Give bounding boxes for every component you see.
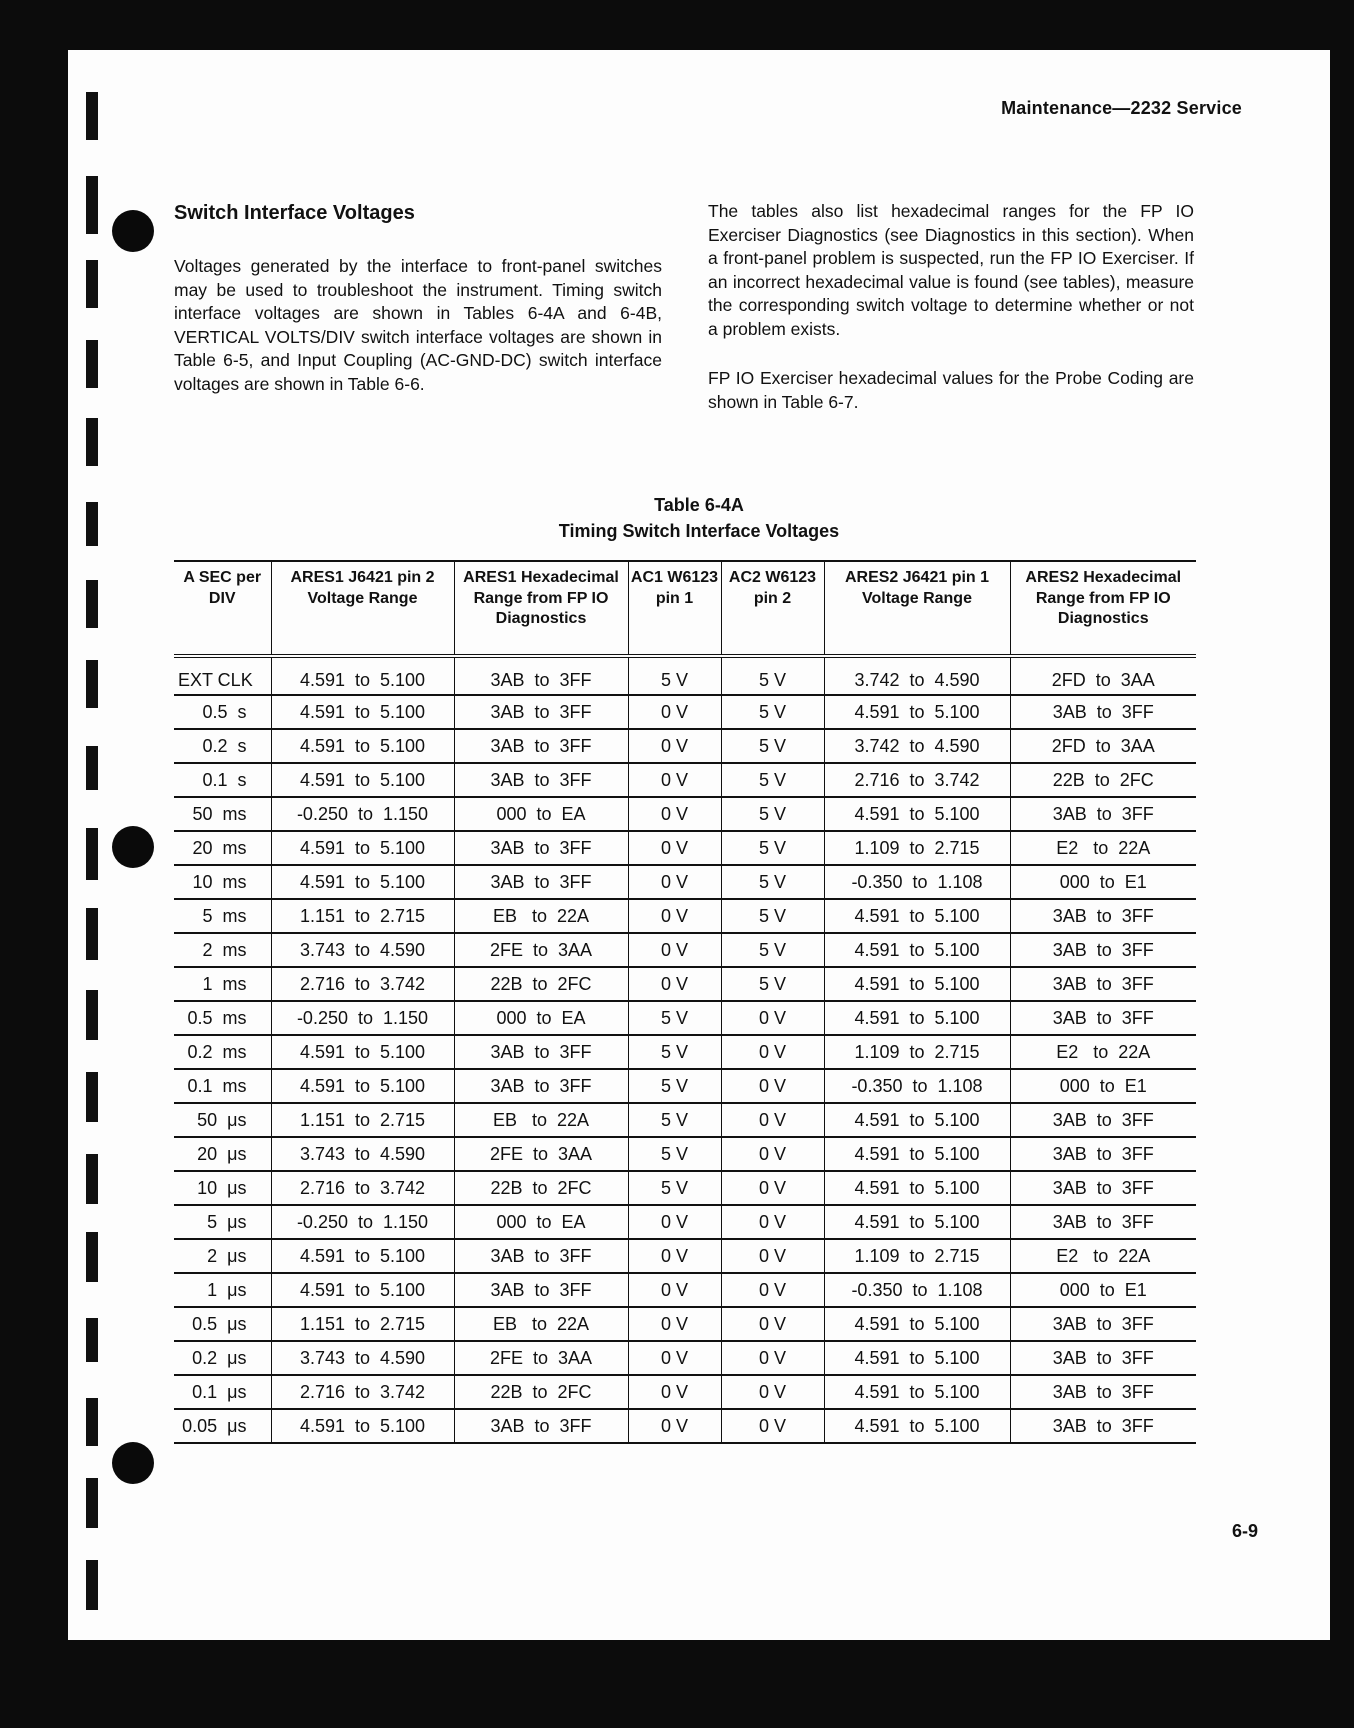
table-cell: 5 V	[628, 1001, 721, 1035]
table-cell: 3AB to 3FF	[1010, 797, 1196, 831]
table-cell: 1.151 to 2.715	[271, 1103, 454, 1137]
margin-bar	[86, 260, 98, 308]
table-cell: 0 V	[628, 933, 721, 967]
margin-bar	[86, 176, 98, 234]
table-cell: 2FE to 3AA	[454, 1137, 628, 1171]
table-cell: 0 V	[721, 1035, 824, 1069]
table-cell: 3.743 to 4.590	[271, 1341, 454, 1375]
table-cell: 0 V	[628, 1239, 721, 1273]
table-cell: 4.591 to 5.100	[271, 695, 454, 729]
table-row	[174, 1035, 1196, 1069]
table-cell: 2.716 to 3.742	[271, 1375, 454, 1409]
table-cell: 5 V	[721, 899, 824, 933]
table-cell: EB to 22A	[454, 1307, 628, 1341]
table-cell: 0.1 μs	[174, 1375, 271, 1409]
margin-bar	[86, 660, 98, 708]
table-cell: 5 V	[628, 1171, 721, 1205]
table-cell: -0.250 to 1.150	[271, 797, 454, 831]
table-cell: 3AB to 3FF	[1010, 967, 1196, 1001]
table-row	[174, 831, 1196, 865]
column-header: ARES2 J6421 pin 1 Voltage Range	[824, 561, 1010, 656]
table-cell: 4.591 to 5.100	[271, 1069, 454, 1103]
table-cell: 1.151 to 2.715	[271, 1307, 454, 1341]
table-cell: 000 to E1	[1010, 1273, 1196, 1307]
table-cell: 4.591 to 5.100	[271, 1239, 454, 1273]
table-cell: 2.716 to 3.742	[271, 967, 454, 1001]
table-caption	[68, 492, 1330, 544]
table-cell: 3.743 to 4.590	[271, 933, 454, 967]
table-cell: 1 ms	[174, 967, 271, 1001]
column-header: A SEC per DIV	[174, 561, 271, 656]
table-cell: 5 V	[721, 865, 824, 899]
table-cell: 3AB to 3FF	[454, 729, 628, 763]
table-cell: 4.591 to 5.100	[824, 1341, 1010, 1375]
margin-bar	[86, 1560, 98, 1610]
table-cell: -0.250 to 1.150	[271, 1205, 454, 1239]
table-cell: 5 V	[628, 1035, 721, 1069]
table-row	[174, 1103, 1196, 1137]
table-cell: 0 V	[628, 831, 721, 865]
table-cell: -0.350 to 1.108	[824, 1273, 1010, 1307]
table-cell: 0.05 μs	[174, 1409, 271, 1443]
table-cell: 000 to E1	[1010, 865, 1196, 899]
table-row	[174, 797, 1196, 831]
table-cell: 2FD to 3AA	[1010, 729, 1196, 763]
table-row	[174, 1171, 1196, 1205]
table-cell: 5 V	[721, 729, 824, 763]
table-row	[174, 1239, 1196, 1273]
table-cell: 0 V	[721, 1239, 824, 1273]
table-cell: 3AB to 3FF	[1010, 933, 1196, 967]
table-row	[174, 1341, 1196, 1375]
table-cell: 0 V	[721, 1307, 824, 1341]
table-cell: 4.591 to 5.100	[824, 967, 1010, 1001]
table-cell: 0.5 s	[174, 695, 271, 729]
table-cell: 0 V	[628, 1273, 721, 1307]
table-cell: 4.591 to 5.100	[824, 797, 1010, 831]
table-cell: 2.716 to 3.742	[824, 763, 1010, 797]
table-row	[174, 899, 1196, 933]
table-cell: 0 V	[628, 1205, 721, 1239]
table-cell: 0 V	[721, 1375, 824, 1409]
table-cell: 0 V	[721, 1341, 824, 1375]
table-cell: 5 ms	[174, 899, 271, 933]
table-cell: 1.151 to 2.715	[271, 899, 454, 933]
table-cell: 0 V	[628, 1375, 721, 1409]
table-cell: 0.5 ms	[174, 1001, 271, 1035]
table-cell: 000 to EA	[454, 1001, 628, 1035]
table-cell: 22B to 2FC	[454, 1171, 628, 1205]
table-cell: 3AB to 3FF	[1010, 1137, 1196, 1171]
table-cell: 4.591 to 5.100	[271, 1035, 454, 1069]
table-row	[174, 1273, 1196, 1307]
table-row	[174, 763, 1196, 797]
binder-hole	[112, 826, 154, 868]
margin-bar	[86, 418, 98, 466]
table-cell: 4.591 to 5.100	[824, 1137, 1010, 1171]
table-cell: 000 to EA	[454, 1205, 628, 1239]
table-cell: 0 V	[628, 695, 721, 729]
table-cell: 0.2 ms	[174, 1035, 271, 1069]
body-paragraph: FP IO Exerciser hexadecimal values for the Probe Coding are shown in Table 6-7.	[708, 368, 1194, 412]
margin-bar	[86, 828, 98, 880]
timing-switch-table	[174, 560, 1196, 1444]
table-cell: 5 μs	[174, 1205, 271, 1239]
table-cell: -0.350 to 1.108	[824, 865, 1010, 899]
table-cell: 3AB to 3FF	[454, 1273, 628, 1307]
table-cell: 5 V	[628, 1137, 721, 1171]
table-cell: 0.1 s	[174, 763, 271, 797]
table-cell: 3AB to 3FF	[1010, 1103, 1196, 1137]
table-cell: 4.591 to 5.100	[824, 933, 1010, 967]
table-cell: 0.5 μs	[174, 1307, 271, 1341]
table-cell: 3AB to 3FF	[1010, 1307, 1196, 1341]
table-cell: 4.591 to 5.100	[824, 1307, 1010, 1341]
table-cell: 5 V	[721, 967, 824, 1001]
table-row	[174, 1001, 1196, 1035]
table-cell: 50 μs	[174, 1103, 271, 1137]
table-cell: 3AB to 3FF	[454, 763, 628, 797]
table-cell: -0.250 to 1.150	[271, 1001, 454, 1035]
table-cell: 3AB to 3FF	[1010, 899, 1196, 933]
table-cell: EXT CLK	[174, 656, 271, 695]
column-header: ARES1 J6421 pin 2 Voltage Range	[271, 561, 454, 656]
margin-bar	[86, 580, 98, 628]
table-cell: 3AB to 3FF	[1010, 1171, 1196, 1205]
table-cell: 4.591 to 5.100	[824, 899, 1010, 933]
table-cell: E2 to 22A	[1010, 1239, 1196, 1273]
table-row	[174, 1409, 1196, 1443]
margin-bar	[86, 1398, 98, 1446]
table-cell: 4.591 to 5.100	[271, 1409, 454, 1443]
table-cell: 20 μs	[174, 1137, 271, 1171]
table-row	[174, 1137, 1196, 1171]
table-cell: E2 to 22A	[1010, 831, 1196, 865]
table-cell: 4.591 to 5.100	[271, 1273, 454, 1307]
table-title: Timing Switch Interface Voltages	[558, 521, 840, 541]
table-row	[174, 1069, 1196, 1103]
table-cell: 0 V	[628, 1409, 721, 1443]
table-cell: 0 V	[628, 865, 721, 899]
table-number: Table 6-4A	[654, 495, 744, 515]
table-cell: 5 V	[628, 1069, 721, 1103]
margin-bar	[86, 340, 98, 388]
table-row	[174, 865, 1196, 899]
table-cell: 0 V	[721, 1103, 824, 1137]
table-cell: 4.591 to 5.100	[824, 1375, 1010, 1409]
table-cell: 5 V	[628, 1103, 721, 1137]
table-cell: 0 V	[721, 1137, 824, 1171]
table-row	[174, 1205, 1196, 1239]
table-cell: 10 μs	[174, 1171, 271, 1205]
table-cell: 4.591 to 5.100	[271, 656, 454, 695]
table-cell: 2 μs	[174, 1239, 271, 1273]
table-cell: 2FE to 3AA	[454, 933, 628, 967]
margin-bar	[86, 1318, 98, 1362]
document-page	[68, 50, 1330, 1640]
table-cell: 3.742 to 4.590	[824, 729, 1010, 763]
binder-hole	[112, 1442, 154, 1484]
table-cell: 0 V	[721, 1001, 824, 1035]
table-cell: 0 V	[628, 1341, 721, 1375]
column-header: ARES1 Hexadecimal Range from FP IO Diagnostics	[454, 561, 628, 656]
table-cell: 0 V	[721, 1205, 824, 1239]
table-cell: 5 V	[721, 933, 824, 967]
table-row	[174, 1307, 1196, 1341]
table-cell: 0.2 s	[174, 729, 271, 763]
margin-bar	[86, 1154, 98, 1204]
body-paragraph: The tables also list hexadecimal ranges for the FP IO Exerciser Diagnostics (see Diagnostics in this section). When a front-panel problem is suspected, run the FP IO Exerciser. If an incorrect hexadecimal value is found (see tables), measure the corresponding switch voltage to determine whether or not a problem exists.	[708, 201, 1194, 339]
table-cell: 0 V	[721, 1069, 824, 1103]
table-cell: 1.109 to 2.715	[824, 1239, 1010, 1273]
binder-hole	[112, 210, 154, 252]
table-cell: 1.109 to 2.715	[824, 831, 1010, 865]
table-cell: 3AB to 3FF	[454, 1069, 628, 1103]
table-cell: 0 V	[628, 763, 721, 797]
table-cell: 0 V	[721, 1273, 824, 1307]
table-cell: 22B to 2FC	[1010, 763, 1196, 797]
table-cell: 22B to 2FC	[454, 1375, 628, 1409]
table-cell: 0.2 μs	[174, 1341, 271, 1375]
table-cell: 3AB to 3FF	[1010, 1001, 1196, 1035]
table-cell: 2FD to 3AA	[1010, 656, 1196, 695]
table-cell: 50 ms	[174, 797, 271, 831]
table-cell: 3AB to 3FF	[454, 1409, 628, 1443]
table-cell: 3AB to 3FF	[454, 865, 628, 899]
table-cell: 4.591 to 5.100	[271, 865, 454, 899]
table-cell: 3AB to 3FF	[1010, 1205, 1196, 1239]
table-cell: 3AB to 3FF	[1010, 1375, 1196, 1409]
table-cell: 5 V	[721, 695, 824, 729]
column-header: ARES2 Hexadecimal Range from FP IO Diagnostics	[1010, 561, 1196, 656]
table-cell: 3AB to 3FF	[1010, 1409, 1196, 1443]
table-cell: 3AB to 3FF	[1010, 1341, 1196, 1375]
table-cell: 3AB to 3FF	[454, 656, 628, 695]
table-row	[174, 967, 1196, 1001]
table-cell: 4.591 to 5.100	[824, 1205, 1010, 1239]
margin-bar	[86, 908, 98, 960]
table-cell: 5 V	[721, 797, 824, 831]
table-header-row	[174, 561, 1196, 656]
table-cell: 0 V	[628, 899, 721, 933]
table-cell: EB to 22A	[454, 1103, 628, 1137]
table-cell: -0.350 to 1.108	[824, 1069, 1010, 1103]
column-header: AC2 W6123 pin 2	[721, 561, 824, 656]
table-cell: 5 V	[628, 656, 721, 695]
running-header: Maintenance—2232 Service	[1001, 98, 1242, 118]
table-cell: 3AB to 3FF	[454, 831, 628, 865]
table-cell: 1.109 to 2.715	[824, 1035, 1010, 1069]
table-cell: 3AB to 3FF	[454, 1239, 628, 1273]
table-row	[174, 695, 1196, 729]
table-row	[174, 656, 1196, 695]
table-cell: 4.591 to 5.100	[824, 1001, 1010, 1035]
page-number: 6-9	[1231, 1521, 1258, 1541]
table-cell: 4.591 to 5.100	[271, 831, 454, 865]
margin-bar	[86, 1478, 98, 1528]
table-cell: 0.1 ms	[174, 1069, 271, 1103]
table-cell: 3AB to 3FF	[1010, 695, 1196, 729]
column-header: AC1 W6123 pin 1	[628, 561, 721, 656]
margin-bar	[86, 746, 98, 790]
table-cell: E2 to 22A	[1010, 1035, 1196, 1069]
table-cell: 3.742 to 4.590	[824, 656, 1010, 695]
left-column	[174, 202, 662, 422]
section-heading: Switch Interface Voltages	[174, 202, 415, 224]
table-cell: 0 V	[721, 1409, 824, 1443]
margin-bar	[86, 92, 98, 140]
margin-bar	[86, 1232, 98, 1282]
right-column	[708, 200, 1194, 440]
table-cell: 4.591 to 5.100	[824, 1171, 1010, 1205]
table-body	[174, 656, 1196, 1443]
table-cell: 2FE to 3AA	[454, 1341, 628, 1375]
table-cell: 2.716 to 3.742	[271, 1171, 454, 1205]
margin-bar	[86, 1072, 98, 1122]
table-cell: 4.591 to 5.100	[824, 695, 1010, 729]
table-cell: 3.743 to 4.590	[271, 1137, 454, 1171]
table-cell: EB to 22A	[454, 899, 628, 933]
table-cell: 000 to EA	[454, 797, 628, 831]
table-cell: 5 V	[721, 763, 824, 797]
table-cell: 5 V	[721, 656, 824, 695]
table-row	[174, 729, 1196, 763]
table-cell: 22B to 2FC	[454, 967, 628, 1001]
table-cell: 2 ms	[174, 933, 271, 967]
table-cell: 4.591 to 5.100	[271, 729, 454, 763]
table-cell: 0 V	[628, 729, 721, 763]
table-cell: 0 V	[628, 797, 721, 831]
table-cell: 5 V	[721, 831, 824, 865]
table-cell: 000 to E1	[1010, 1069, 1196, 1103]
body-paragraph: Voltages generated by the interface to front-panel switches may be used to troubleshoot the instrument. Timing switch interface voltages are shown in Tables 6-4A and 6-4B, VERTICAL VOLTS/DIV switch interface voltages are shown in Table 6-5, and Input Coupling (AC-GND-DC) switch interface voltages are shown in Table 6-6.	[174, 256, 662, 394]
table-cell: 10 ms	[174, 865, 271, 899]
table-cell: 3AB to 3FF	[454, 695, 628, 729]
table-cell: 4.591 to 5.100	[271, 763, 454, 797]
table-cell: 4.591 to 5.100	[824, 1409, 1010, 1443]
table-row	[174, 933, 1196, 967]
table-cell: 4.591 to 5.100	[824, 1103, 1010, 1137]
table-row	[174, 1375, 1196, 1409]
table-cell: 20 ms	[174, 831, 271, 865]
table-cell: 0 V	[628, 967, 721, 1001]
table-cell: 3AB to 3FF	[454, 1035, 628, 1069]
table-cell: 0 V	[628, 1307, 721, 1341]
table-cell: 1 μs	[174, 1273, 271, 1307]
margin-bar	[86, 990, 98, 1040]
table-cell: 0 V	[721, 1171, 824, 1205]
